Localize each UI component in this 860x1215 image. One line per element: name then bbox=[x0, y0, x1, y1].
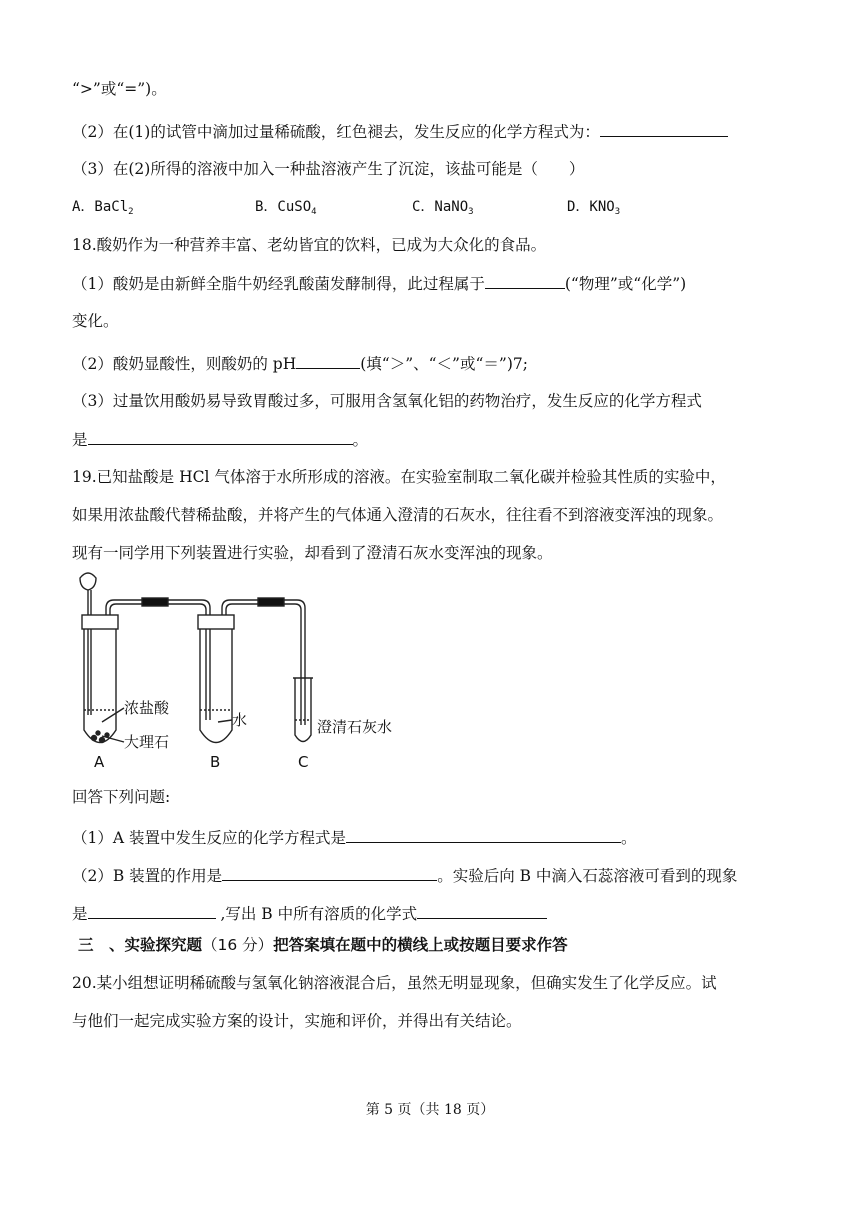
answer-blank[interactable] bbox=[296, 352, 360, 369]
apparatus-diagram bbox=[72, 570, 412, 770]
tube-b-letter: B bbox=[210, 753, 221, 770]
question-17-2-text: （2）在(1)的试管中滴加过量稀硫酸，红色褪去，发生反应的化学方程式为： bbox=[72, 123, 600, 141]
question-17-2 bbox=[72, 120, 728, 143]
question-19-1: （1）A 装置中发生反应的化学方程式是 。 bbox=[72, 826, 637, 849]
question-19-2-cont: 是 ,写出 B 中所有溶质的化学式 bbox=[72, 902, 547, 925]
option-a[interactable]: A．BaCl$_2$ bbox=[72, 199, 134, 217]
question-19-2 bbox=[72, 864, 737, 887]
answer-blank[interactable] bbox=[417, 902, 547, 919]
rubber-tube-icon bbox=[258, 598, 284, 606]
answer-blank[interactable] bbox=[88, 902, 216, 919]
option-d[interactable]: D．$KNO_3$ bbox=[567, 199, 621, 217]
answer-blank[interactable] bbox=[88, 428, 353, 445]
question-19-line-3: 现有一同学用下列装置进行实验，却看到了澄清石灰水变浑浊的现象。 bbox=[72, 544, 553, 562]
question-18-3: （3）过量饮用酸奶易导致胃酸过多，可服用含氢氧化铝的药物治疗，发生反应的化学方程式 bbox=[72, 392, 702, 410]
test-tube-b-icon bbox=[200, 629, 232, 743]
question-18: 18.酸奶作为一种营养丰富、老幼皆宜的饮料，已成为大众化的食品。 bbox=[72, 236, 547, 254]
tube-a-letter: A bbox=[94, 753, 105, 770]
question-19-line-1: 19.已知盐酸是 HCl 气体溶于水所形成的溶液。在实验室制取二氧化碳并检验其性质的实验中， bbox=[72, 468, 726, 486]
stopper-a-icon bbox=[82, 615, 118, 629]
question-19-2-text: （2）B 装置的作用是 bbox=[72, 867, 223, 885]
page-footer: 第 5 页（共 18 页） bbox=[365, 1102, 495, 1118]
question-19-1-text: （1）A 装置中发生反应的化学方程式是 bbox=[72, 829, 346, 847]
option-c[interactable]: C．NaNO$_3$ bbox=[412, 199, 474, 217]
question-17-3: （3）在(2)所得的溶液中加入一种盐溶液产生了沉淀，该盐可能是（ ） bbox=[72, 160, 585, 178]
question-20-line-2: 与他们一起完成实验方案的设计，实施和评价，并得出有关结论。 bbox=[72, 1012, 522, 1030]
question-18-1-cont: 变化。 bbox=[72, 312, 119, 330]
section-3-heading: 三 、实验探究题（16 分）把答案填在题中的横线上或按题目要求作答 bbox=[78, 936, 568, 954]
label-water: 水 bbox=[232, 711, 248, 729]
question-18-2-text: （2）酸奶显酸性，则酸奶的 pH bbox=[72, 355, 297, 373]
question-18-2-hint: (填“＞”、“＜”或“＝”)7; bbox=[360, 355, 528, 373]
tube-c-letter: C bbox=[298, 753, 309, 770]
question-18-1 bbox=[72, 272, 686, 295]
answer-blank[interactable] bbox=[600, 120, 728, 137]
question-19-2-text-2: 。实验后向 B 中滴入石蕊溶液可看到的现象 bbox=[437, 867, 738, 885]
line-answer-hint: “>”或“=”)。 bbox=[72, 80, 167, 98]
answer-blank[interactable] bbox=[222, 864, 437, 881]
question-18-2 bbox=[72, 352, 528, 375]
option-b[interactable]: B．CuSO$_4$ bbox=[255, 199, 317, 217]
test-tube-a-icon bbox=[84, 629, 116, 743]
stopper-b-icon bbox=[198, 615, 234, 629]
question-18-1-text: （1）酸奶是由新鲜全脂牛奶经乳酸菌发酵制得，此过程属于 bbox=[72, 275, 485, 293]
answer-blank[interactable] bbox=[485, 272, 565, 289]
label-marble: 大理石 bbox=[124, 733, 170, 751]
test-tube-c-icon bbox=[295, 678, 311, 742]
answer-intro: 回答下列问题: bbox=[72, 788, 171, 806]
answer-blank[interactable] bbox=[346, 826, 621, 843]
rubber-tube-icon bbox=[142, 598, 168, 606]
question-20-line-1: 20.某小组想证明稀硫酸与氢氧化钠溶液混合后，虽然无明显现象，但确实发生了化学反应。试 bbox=[72, 974, 717, 992]
separatory-funnel-icon bbox=[80, 573, 96, 590]
label-concentrated-hcl: 浓盐酸 bbox=[124, 699, 170, 717]
label-limewater: 澄清石灰水 bbox=[317, 718, 393, 736]
question-18-1-hint: (“物理”或“化学”) bbox=[564, 275, 687, 293]
question-19-line-2: 如果用浓盐酸代替稀盐酸，并将产生的气体通入澄清的石灰水，往往看不到溶液变浑浊的现象。 bbox=[72, 506, 724, 524]
question-18-3-cont: 是 。 bbox=[72, 428, 368, 451]
